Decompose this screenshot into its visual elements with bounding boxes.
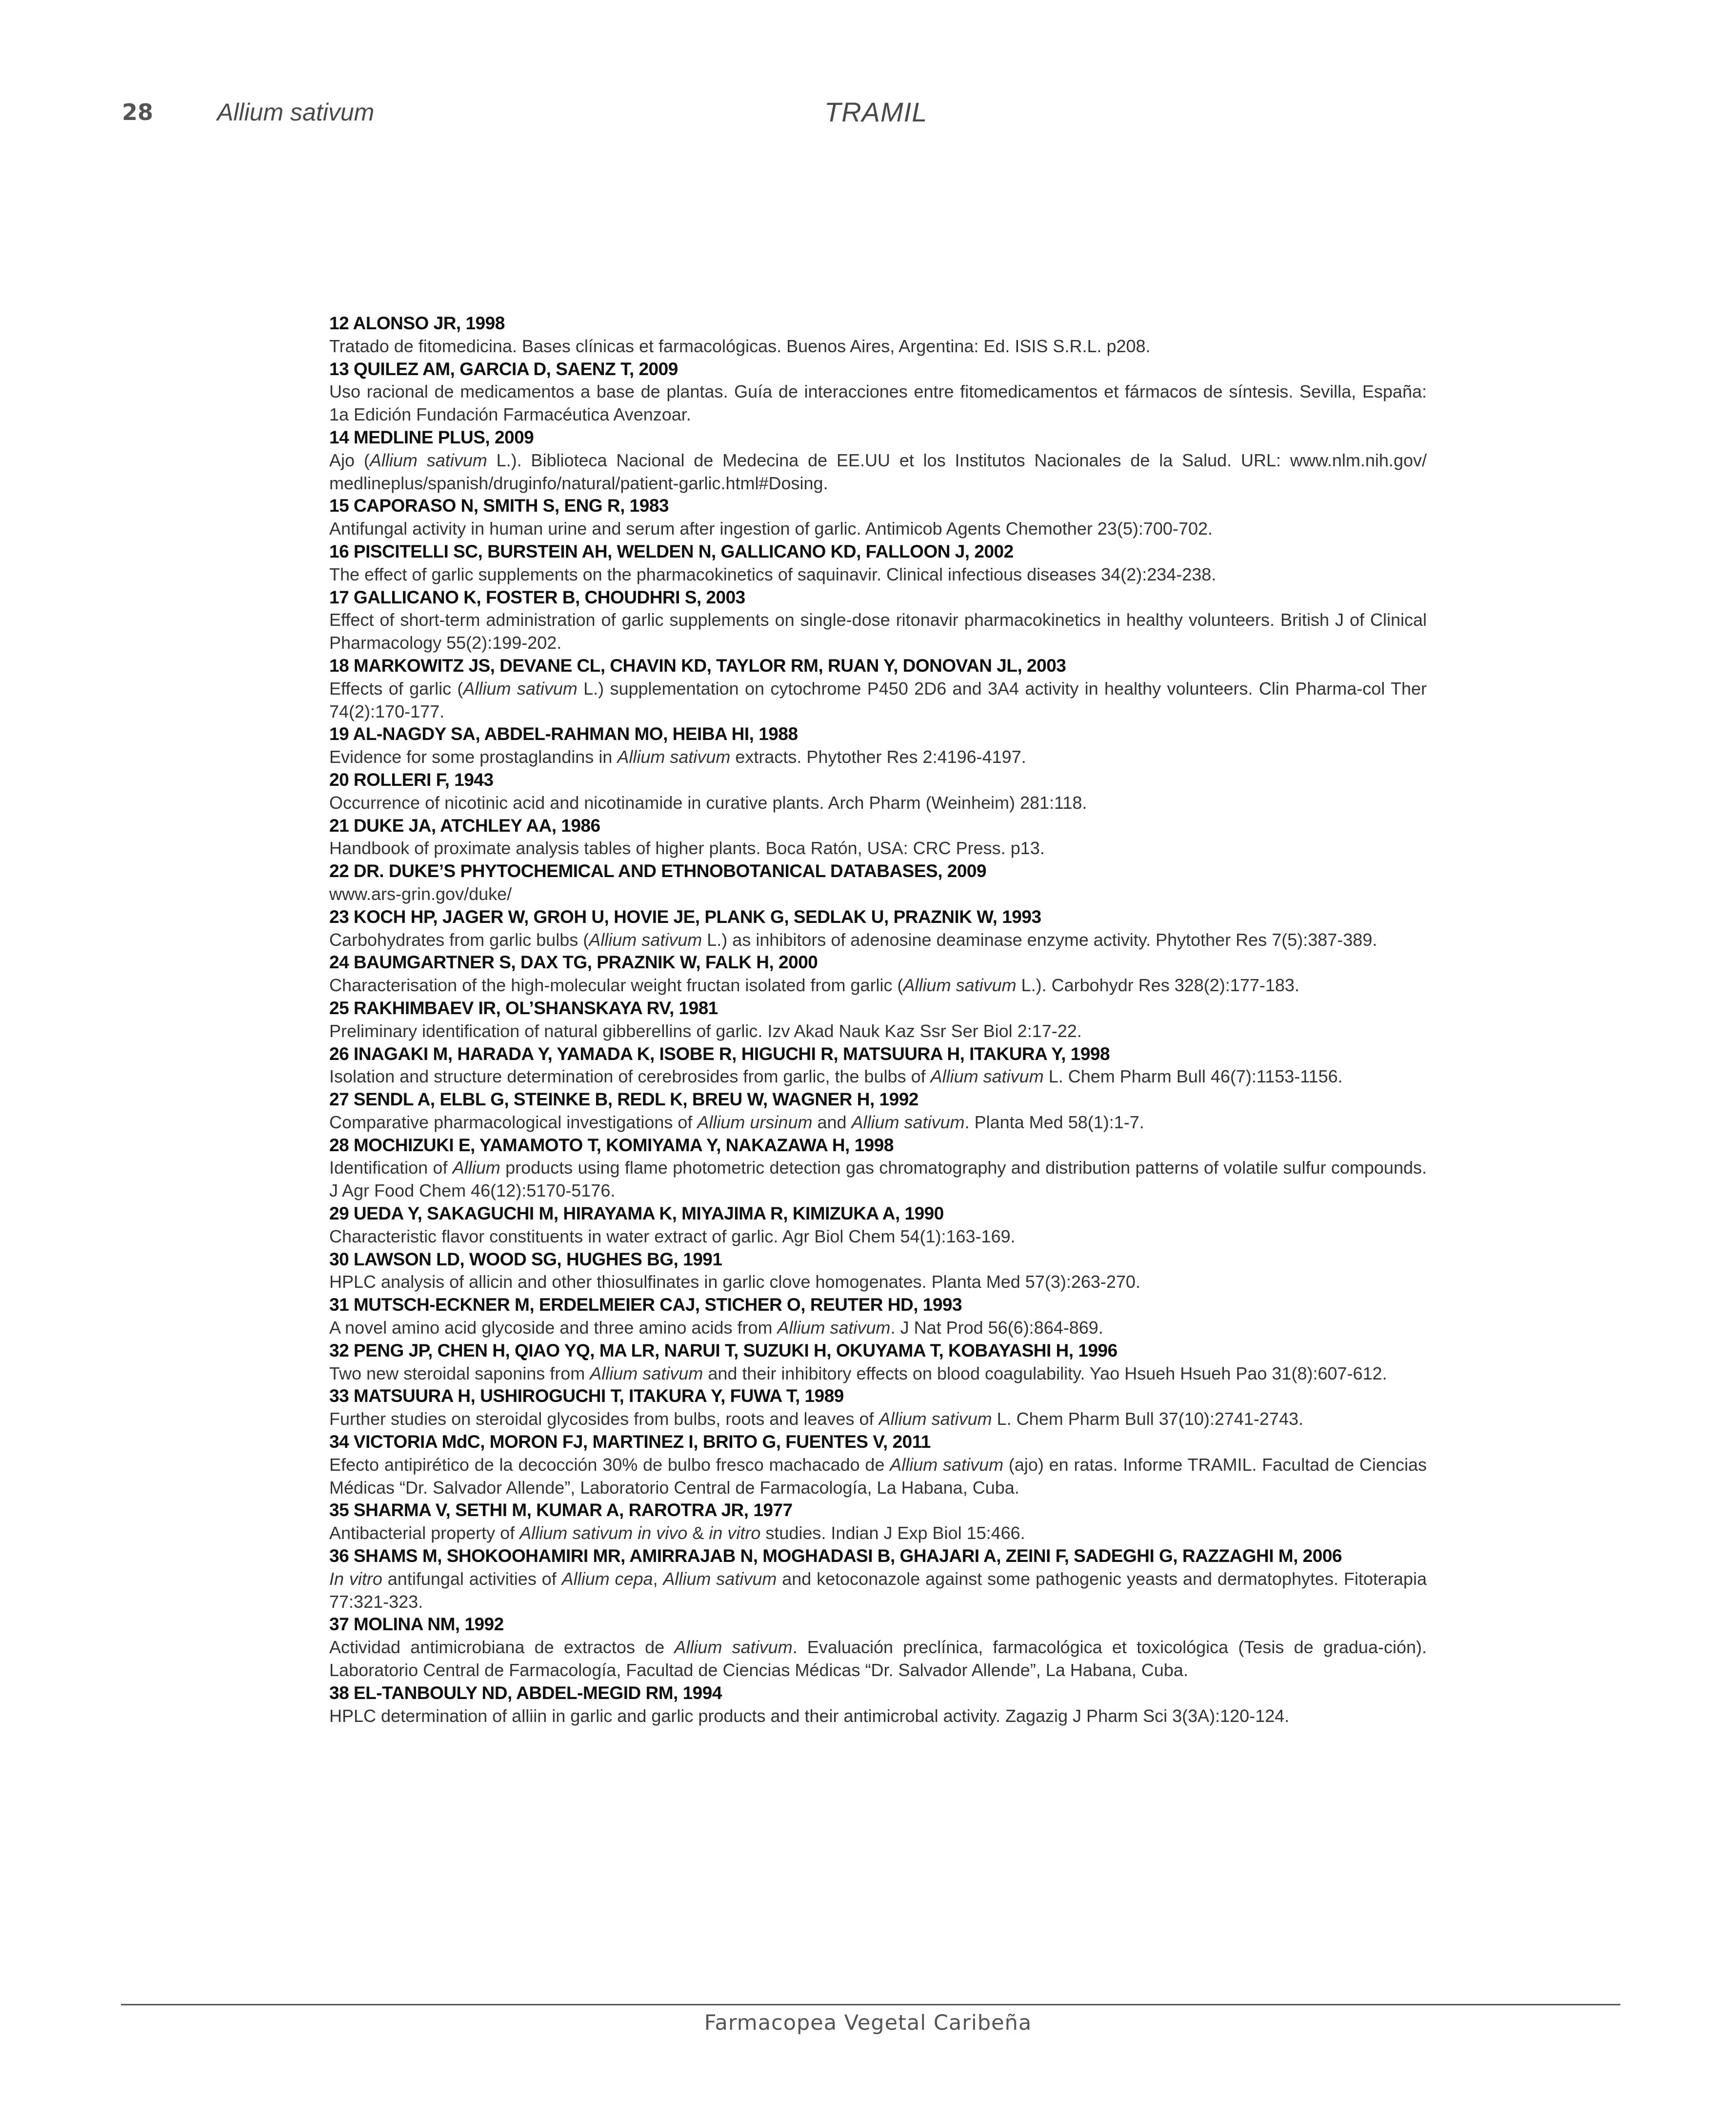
reference-citation [329, 1111, 1427, 1134]
reference-entry [329, 1613, 1427, 1681]
reference-heading: 35 SHARMA V, SETHI M, KUMAR A, RAROTRA JR, 1977 [329, 1500, 793, 1520]
reference-heading: 22 DR. DUKE’S PHYTOCHEMICAL AND ETHNOBOTANICAL DATABASES, 2009 [329, 861, 987, 881]
reference-text-run: , [653, 1568, 663, 1589]
reference-entry [329, 655, 1427, 723]
reference-species-name: Allium ursinum [697, 1112, 813, 1132]
reference-heading: 28 MOCHIZUKI E, YAMAMOTO T, KOMIYAMA Y, NAKAZAWA H, 1998 [329, 1135, 894, 1155]
reference-citation [329, 746, 1427, 769]
reference-citation [329, 1568, 1427, 1614]
running-title-species: Allium sativum [217, 99, 375, 126]
reference-species-name: Allium sativum [674, 1637, 793, 1658]
reference-species-name: Allium sativum [589, 929, 702, 950]
reference-entry [329, 1385, 1427, 1431]
reference-citation [329, 1157, 1427, 1202]
reference-text-run: Antifungal activity in human urine and serum after ingestion of garlic. Antimicob Agents Chemother 23(5):700-702. [329, 519, 1213, 539]
reference-text-run: . Planta Med 58(1):1-7. [964, 1112, 1144, 1132]
reference-text-run: The effect of garlic supplements on the pharmacokinetics of saquinavir. Clinical infectious diseases 34(2):234-238. [329, 564, 1217, 584]
reference-heading: 24 BAUMGARTNER S, DAX TG, PRAZNIK W, FALK H, 2000 [329, 952, 818, 973]
reference-entry [329, 1248, 1427, 1294]
reference-heading: 16 PISCITELLI SC, BURSTEIN AH, WELDEN N, GALLICANO KD, FALLOON J, 2002 [329, 541, 1014, 561]
reference-citation [329, 563, 1427, 586]
reference-entry [329, 1043, 1427, 1089]
reference-text-run: Actividad antimicrobiana de extractos de [329, 1637, 675, 1658]
reference-text-run: . Evaluación preclínica, farmacológica et toxicológica (Tesis de gradua-ción). Laboratorio Central de Farmacología, Facultad de Ciencias Médicas “Dr. Salvador Allende”, La Habana, Cuba. [329, 1637, 1427, 1680]
reference-text-run: L.) supplementation on cytochrome P450 2D6 and 3A4 activity in healthy volunteers. Clin Pharma-col Ther 74(2):170-177. [329, 678, 1427, 721]
reference-citation [329, 518, 1427, 540]
footer-book-title: Farmacopea Vegetal Caribeña [704, 2011, 1032, 2035]
reference-citation [329, 1271, 1427, 1294]
reference-heading: 38 EL-TANBOULY ND, ABDEL-MEGID RM, 1994 [329, 1682, 722, 1703]
reference-entry [329, 495, 1427, 540]
reference-text-run: . J Nat Prod 56(6):864-869. [890, 1318, 1103, 1338]
reference-text-run: L.). Biblioteca Nacional de Medecina de EE.UU et los Institutos Nacionales de la Salud. URL: www.nlm.nih.gov/ medlineplus/spanish/druginfo/natural/patient-garlic.html#Dosing. [329, 450, 1427, 493]
reference-text-run: www.ars-grin.gov/duke/ [329, 883, 512, 904]
reference-heading: 34 VICTORIA MdC, MORON FJ, MARTINEZ I, BRITO G, FUENTES V, 2011 [329, 1432, 931, 1452]
reference-text-run: Evidence for some prostaglandins in [329, 747, 618, 767]
reference-text-run: L.) as inhibitors of adenosine deaminase enzyme activity. Phytother Res 7(5):387-389. [702, 929, 1377, 950]
reference-species-name: Allium sativum [890, 1454, 1004, 1475]
reference-text-run: Identification of [329, 1158, 453, 1178]
reference-text-run: and ketoconazole against some pathogenic yeasts and dermatophytes. Fitoterapia 77:321-323. [329, 1568, 1427, 1612]
reference-citation [329, 1225, 1427, 1248]
reference-entry [329, 860, 1427, 906]
reference-text-run: Comparative pharmacological investigations of [329, 1112, 698, 1132]
reference-citation [329, 1362, 1427, 1385]
footer-divider [121, 2004, 1620, 2005]
reference-text-run: Effect of short-term administration of garlic supplements on single-dose ritonavir pharmacokinetics in healthy volunteers. British J of Clinical Pharmacology 55(2):199-202. [329, 610, 1427, 653]
reference-entry [329, 1499, 1427, 1545]
reference-citation [329, 929, 1427, 952]
reference-species-name: Allium sativum in vivo [519, 1523, 688, 1543]
reference-text-run: Handbook of proximate analysis tables of higher plants. Boca Ratón, USA: CRC Press. p13. [329, 838, 1045, 859]
reference-heading: 21 DUKE JA, ATCHLEY AA, 1986 [329, 815, 600, 836]
reference-heading: 29 UEDA Y, SAKAGUCHI M, HIRAYAMA K, MIYAJIMA R, KIMIZUKA A, 1990 [329, 1203, 944, 1224]
reference-text-run: extracts. Phytother Res 2:4196-4197. [730, 747, 1026, 767]
reference-entry [329, 540, 1427, 586]
reference-heading: 25 RAKHIMBAEV IR, OL’SHANSKAYA RV, 1981 [329, 998, 718, 1018]
reference-entry [329, 426, 1427, 495]
reference-text-run: Ajo ( [329, 450, 370, 470]
reference-text-run: and [812, 1112, 852, 1132]
reference-citation [329, 792, 1427, 815]
reference-text-run: (ajo) en ratas. Informe TRAMIL. Facultad de Ciencias Médicas “Dr. Salvador Allende”, Laboratorio Central de Farmacología, La Habana, Cuba. [329, 1454, 1427, 1498]
reference-heading: 31 MUTSCH-ECKNER M, ERDELMEIER CAJ, STICHER O, REUTER HD, 1993 [329, 1295, 962, 1315]
running-title-series: TRAMIL [824, 97, 928, 127]
reference-entry [329, 769, 1427, 815]
reference-citation [329, 1408, 1427, 1431]
page-number: 28 [122, 99, 154, 125]
reference-citation [329, 1065, 1427, 1088]
reference-text-run: HPLC determination of alliin in garlic and garlic products and their antimicrobal activity. Zagazig J Pharm Sci 3(3A):120-124. [329, 1705, 1290, 1726]
reference-species-name: in vitro [709, 1523, 761, 1543]
reference-text-run: Carbohydrates from garlic bulbs ( [329, 929, 589, 950]
reference-species-name: Allium sativum [903, 975, 1017, 996]
reference-species-name: Allium sativum [777, 1318, 891, 1338]
reference-heading: 20 ROLLERI F, 1943 [329, 769, 494, 790]
reference-heading: 18 MARKOWITZ JS, DEVANE CL, CHAVIN KD, TAYLOR RM, RUAN Y, DONOVAN JL, 2003 [329, 655, 1066, 676]
reference-heading: 17 GALLICANO K, FOSTER B, CHOUDHRI S, 2003 [329, 587, 745, 607]
reference-species-name: Allium sativum [878, 1409, 992, 1429]
reference-text-run: Tratado de fitomedicina. Bases clínicas et farmacológicas. Buenos Aires, Argentina: Ed. ISIS S.R.L. p208. [329, 336, 1151, 356]
page-header [122, 95, 1619, 134]
reference-text-run: products using flame photometric detection gas chromatography and distribution patterns of volatile sulfur compounds. J Agr Food Chem 46(12):5170-5176. [329, 1158, 1427, 1201]
reference-species-name: Allium sativum [369, 450, 487, 470]
reference-list [329, 312, 1427, 1727]
reference-text-run: Isolation and structure determination of cerebrosides from garlic, the bulbs of [329, 1066, 931, 1087]
reference-entry [329, 723, 1427, 769]
reference-citation [329, 1317, 1427, 1340]
reference-citation [329, 837, 1427, 860]
reference-text-run: Efecto antipirético de la decocción 30% de bulbo fresco machacado de [329, 1454, 890, 1475]
reference-species-name: Allium sativum [590, 1363, 703, 1383]
reference-text-run: antifungal activities of [382, 1568, 562, 1589]
reference-citation [329, 335, 1427, 358]
reference-heading: 32 PENG JP, CHEN H, QIAO YQ, MA LR, NARUI T, SUZUKI H, OKUYAMA T, KOBAYASHI H, 1996 [329, 1340, 1117, 1360]
reference-text-run: Effects of garlic ( [329, 678, 463, 699]
reference-citation [329, 678, 1427, 723]
reference-entry [329, 1134, 1427, 1202]
reference-citation [329, 380, 1427, 426]
reference-entry [329, 1294, 1427, 1340]
reference-entry [329, 1088, 1427, 1134]
reference-text-run: HPLC analysis of allicin and other thiosulfinates in garlic clove homogenates. Planta Med 57(3):263-270. [329, 1272, 1140, 1292]
reference-heading: 33 MATSUURA H, USHIROGUCHI T, ITAKURA Y, FUWA T, 1989 [329, 1386, 844, 1406]
reference-species-name: Allium sativum [851, 1112, 965, 1132]
reference-text-run: L. Chem Pharm Bull 46(7):1153-1156. [1043, 1066, 1343, 1087]
reference-entry [329, 997, 1427, 1043]
reference-heading: 13 QUILEZ AM, GARCIA D, SAENZ T, 2009 [329, 359, 678, 379]
reference-entry [329, 312, 1427, 358]
reference-entry [329, 906, 1427, 952]
reference-heading: 26 INAGAKI M, HARADA Y, YAMADA K, ISOBE R, HIGUCHI R, MATSUURA H, ITAKURA Y, 1998 [329, 1043, 1110, 1064]
reference-entry [329, 951, 1427, 997]
reference-citation [329, 449, 1427, 495]
reference-citation [329, 883, 1427, 906]
reference-text-run: Antibacterial property of [329, 1523, 520, 1543]
reference-text-run: Characteristic flavor constituents in water extract of garlic. Agr Biol Chem 54(1):163-169. [329, 1226, 1016, 1246]
reference-heading: 27 SENDL A, ELBL G, STEINKE B, REDL K, BREU W, WAGNER H, 1992 [329, 1089, 918, 1110]
reference-text-run: & [687, 1523, 709, 1543]
reference-species-name: Allium sativum [617, 747, 731, 767]
reference-text-run: Preliminary identification of natural gibberellins of garlic. Izv Akad Nauk Kaz Ssr Ser Biol 2:17-22. [329, 1020, 1082, 1041]
reference-citation [329, 1636, 1427, 1682]
reference-entry [329, 1682, 1427, 1728]
reference-species-name: Allium sativum [663, 1568, 777, 1589]
reference-text-run: Uso racional de medicamentos a base de plantas. Guía de interacciones entre fitomedicamentos et fármacos de síntesis. Sevilla, España: 1a Edición Fundación Farmacéutica Avenzoar. [329, 381, 1427, 425]
reference-species-name: In vitro [329, 1568, 382, 1589]
reference-species-name: Allium sativum [930, 1066, 1044, 1087]
reference-heading: 15 CAPORASO N, SMITH S, ENG R, 1983 [329, 496, 669, 516]
reference-entry [329, 1545, 1427, 1613]
reference-entry [329, 1431, 1427, 1499]
reference-text-run: and their inhibitory effects on blood coagulability. Yao Hsueh Hsueh Pao 31(8):607-612. [703, 1363, 1387, 1383]
reference-citation [329, 609, 1427, 655]
reference-text-run: A novel amino acid glycoside and three amino acids from [329, 1318, 778, 1338]
reference-text-run: Characterisation of the high-molecular weight fructan isolated from garlic ( [329, 975, 903, 996]
reference-heading: 19 AL-NAGDY SA, ABDEL-RAHMAN MO, HEIBA HI, 1988 [329, 724, 798, 744]
reference-citation [329, 1454, 1427, 1500]
reference-citation [329, 1020, 1427, 1043]
reference-entry [329, 1202, 1427, 1248]
reference-text-run: studies. Indian J Exp Biol 15:466. [760, 1523, 1025, 1543]
reference-heading: 37 MOLINA NM, 1992 [329, 1614, 504, 1635]
reference-citation [329, 1522, 1427, 1545]
reference-citation [329, 1705, 1427, 1728]
reference-text-run: Two new steroidal saponins from [329, 1363, 590, 1383]
reference-citation [329, 974, 1427, 997]
reference-heading: 14 MEDLINE PLUS, 2009 [329, 427, 534, 447]
reference-species-name: Allium [452, 1158, 500, 1178]
reference-text-run: L.). Carbohydr Res 328(2):177-183. [1016, 975, 1299, 996]
reference-entry [329, 815, 1427, 860]
reference-heading: 36 SHAMS M, SHOKOOHAMIRI MR, AMIRRAJAB N, MOGHADASI B, GHAJARI A, ZEINI F, SADEGHI G, RAZZAGHI M, 2006 [329, 1546, 1342, 1566]
reference-heading: 23 KOCH HP, JAGER W, GROH U, HOVIE JE, PLANK G, SEDLAK U, PRAZNIK W, 1993 [329, 906, 1041, 927]
reference-text-run: Further studies on steroidal glycosides from bulbs, roots and leaves of [329, 1409, 879, 1429]
reference-text-run: L. Chem Pharm Bull 37(10):2741-2743. [992, 1409, 1303, 1429]
reference-entry [329, 1340, 1427, 1385]
reference-heading: 12 ALONSO JR, 1998 [329, 313, 505, 333]
reference-species-name: Allium sativum [463, 678, 578, 699]
reference-entry [329, 586, 1427, 655]
reference-text-run: Occurrence of nicotinic acid and nicotinamide in curative plants. Arch Pharm (Weinheim) 281:118. [329, 792, 1087, 813]
reference-species-name: Allium cepa [561, 1568, 653, 1589]
reference-heading: 30 LAWSON LD, WOOD SG, HUGHES BG, 1991 [329, 1249, 722, 1269]
reference-entry [329, 358, 1427, 426]
